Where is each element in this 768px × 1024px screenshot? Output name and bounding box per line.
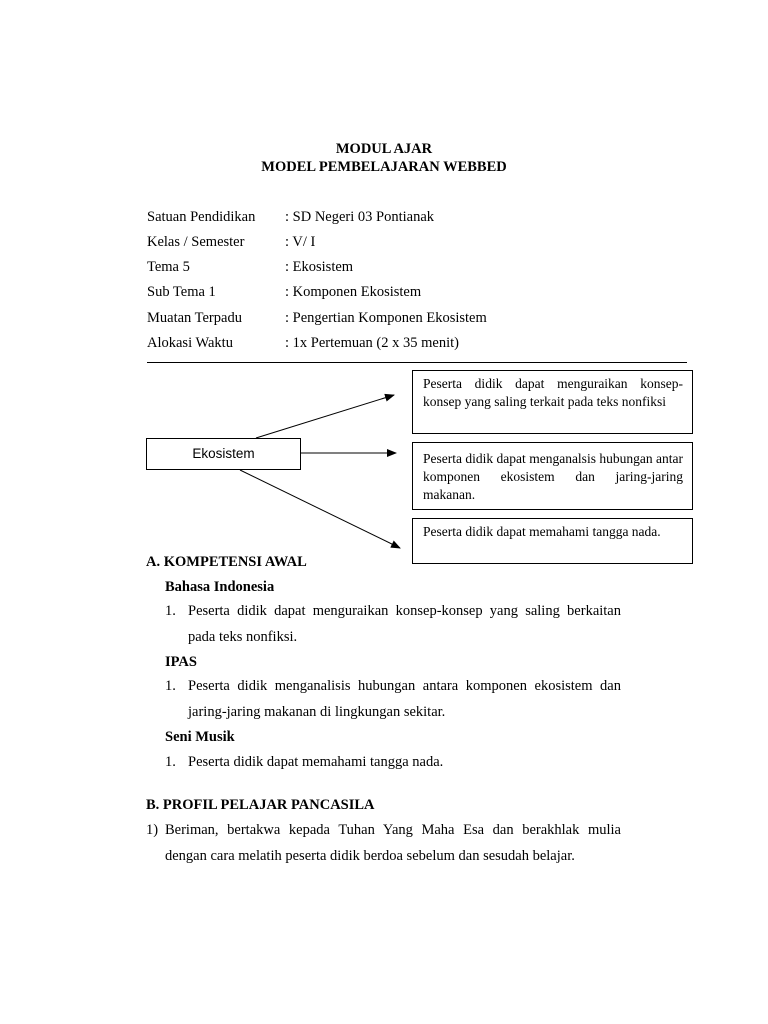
info-label: Tema 5	[147, 259, 190, 275]
arrow-to-goal-1	[256, 395, 394, 438]
info-value: : Pengertian Komponen Ekosistem	[285, 310, 487, 326]
list-item-text: Peserta didik menganalisis hubungan antara komponen ekosistem dan jaring-jaring makanan di lingkungan sekitar.	[188, 678, 621, 720]
goal-box-ipas: Peserta didik dapat menganalsis hubungan antar komponen ekosistem dan jaring-jaring makanan.	[412, 442, 693, 510]
list-item-text: Peserta didik dapat memahami tangga nada.	[188, 754, 444, 770]
list-item-number: 1.	[165, 678, 176, 694]
list-item	[165, 598, 621, 650]
list-item-text: Peserta didik dapat menguraikan konsep-konsep yang saling berkaitan pada teks nonfiksi.	[188, 603, 621, 645]
info-label: Sub Tema 1	[147, 284, 216, 300]
info-label: Alokasi Waktu	[147, 335, 233, 351]
info-value: : V/ I	[285, 234, 316, 250]
info-value: : Komponen Ekosistem	[285, 284, 422, 300]
subject-heading: Bahasa Indonesia	[165, 579, 275, 595]
list-item	[165, 673, 621, 725]
arrow-to-goal-3	[240, 470, 400, 548]
list-item-number: 1)	[146, 822, 159, 838]
document-subtitle: MODEL PEMBELAJARAN WEBBED	[261, 159, 507, 175]
goal-box-seni-musik: Peserta didik dapat memahami tangga nada.	[412, 518, 693, 564]
info-value: : SD Negeri 03 Pontianak	[285, 209, 435, 225]
list-item-number: 1.	[165, 603, 176, 619]
info-value: : Ekosistem	[285, 259, 354, 275]
separator-line	[147, 362, 687, 363]
subject-heading: IPAS	[165, 654, 197, 670]
subject-heading: Seni Musik	[165, 729, 235, 745]
diagram-center-ekosistem: Ekosistem	[146, 438, 301, 470]
info-value: : 1x Pertemuan (2 x 35 menit)	[285, 335, 459, 351]
list-item-text: Beriman, bertakwa kepada Tuhan Yang Maha Esa dan berakhlak mulia dengan cara melatih peserta didik berdoa sebelum dan sesudah belajar.	[165, 822, 621, 864]
document-title: MODUL AJAR	[335, 141, 433, 157]
info-label: Kelas / Semester	[147, 234, 245, 250]
list-item	[146, 817, 621, 869]
list-item-number: 1.	[165, 754, 176, 770]
goal-box-bahasa: Peserta didik dapat menguraikan konsep-konsep yang saling terkait pada teks nonfiksi	[412, 370, 693, 434]
section-a-heading: A. KOMPETENSI AWAL	[146, 554, 307, 570]
info-label: Satuan Pendidikan	[147, 209, 256, 225]
list-item	[165, 749, 621, 775]
info-label: Muatan Terpadu	[147, 310, 242, 326]
section-b-heading: B. PROFIL PELAJAR PANCASILA	[146, 797, 375, 813]
